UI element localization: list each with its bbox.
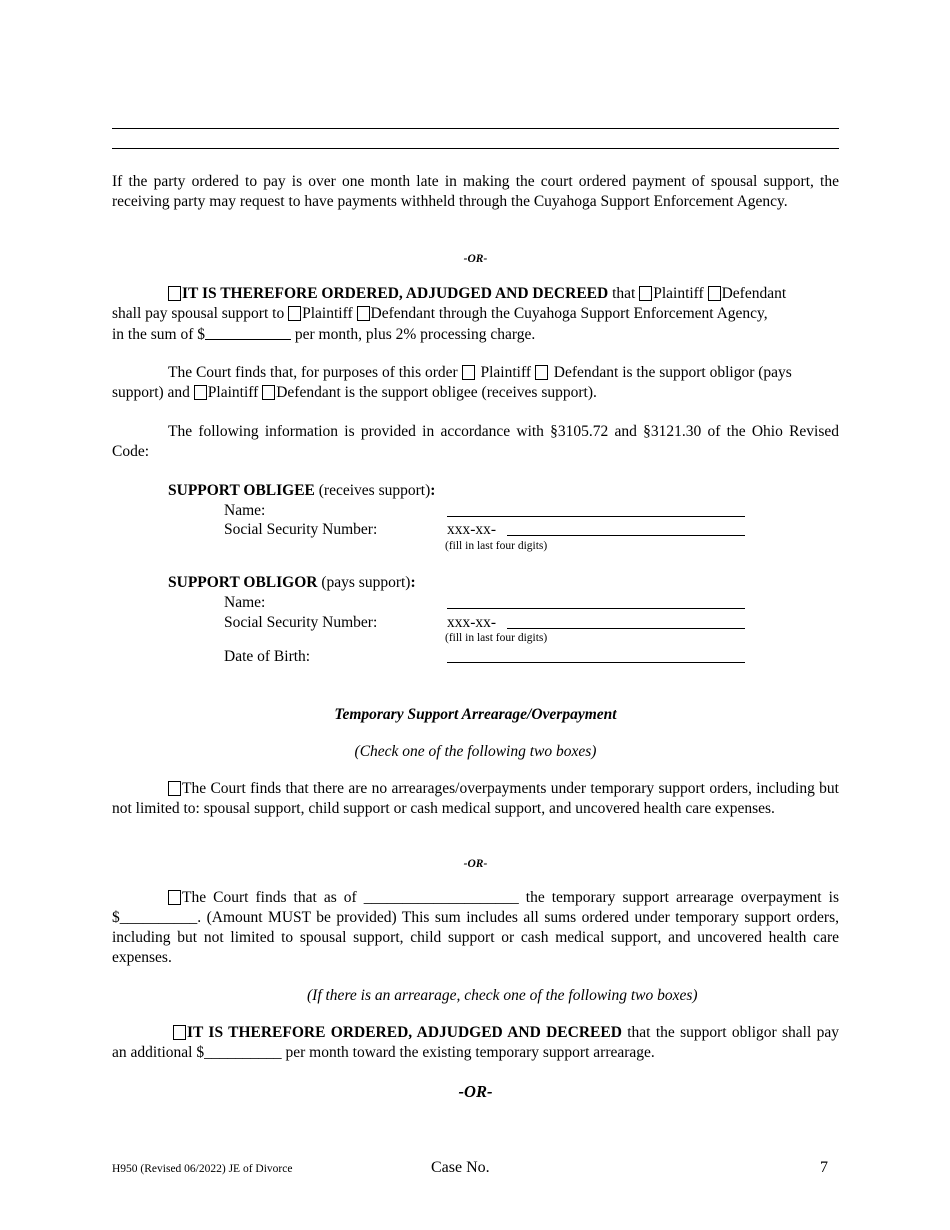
monthly-amount-field[interactable] xyxy=(205,324,291,340)
arrearage-amount-checkbox[interactable] xyxy=(168,890,181,905)
defendant-label: Defendant xyxy=(553,364,619,381)
obligee-ssn-field[interactable] xyxy=(507,519,745,536)
document-page xyxy=(112,0,839,1230)
obligor-obligee-findings xyxy=(112,363,839,403)
order-that: that xyxy=(608,285,640,302)
obligee-colon: : xyxy=(430,482,436,499)
page-number: 7 xyxy=(820,1159,828,1176)
or-separator-2: -OR- xyxy=(463,858,488,870)
obligor-dob-field[interactable] xyxy=(447,646,745,663)
arrearage-instruction-2: (If there is an arrearage, check one of the following two boxes) xyxy=(307,987,698,1004)
defendant-recipient-checkbox[interactable] xyxy=(357,306,370,321)
obligee-ssn-hint: (fill in last four digits) xyxy=(445,540,548,552)
plaintiff-label: Plaintiff xyxy=(480,364,531,381)
order-checkbox[interactable] xyxy=(168,286,181,301)
obligor-ssn-hint: (fill in last four digits) xyxy=(445,632,548,644)
obligor-heading xyxy=(168,573,416,593)
obligor-text: is the support obligor (pays xyxy=(618,364,792,381)
obligor-heading-bold: SUPPORT OBLIGOR xyxy=(168,574,318,591)
obligor-name-label: Name: xyxy=(224,594,266,611)
obligee-name-field[interactable] xyxy=(447,500,745,517)
arrearage-instruction: (Check one of the following two boxes) xyxy=(354,743,597,760)
plaintiff-payer-checkbox[interactable] xyxy=(639,286,652,301)
intro-paragraph: If the party ordered to pay is over one month late in making the court ordered payment of spousal support, the receiving party may request to have payments withheld through the Cuyahoga Support Enforcement Agency. xyxy=(112,173,839,210)
obligee-heading xyxy=(168,481,435,501)
obligee-ssn-label: Social Security Number: xyxy=(224,521,378,538)
form-id: H950 (Revised 06/2022) JE of Divorce xyxy=(112,1163,293,1175)
defendant-label: Defendant xyxy=(721,285,787,302)
findings-line2-prefix: support) and xyxy=(112,384,194,401)
obligee-ssn-prefix: xxx-xx- xyxy=(447,521,497,538)
obligee-plaintiff-checkbox[interactable] xyxy=(194,385,207,400)
obligor-name-field[interactable] xyxy=(447,592,745,609)
obligee-defendant-checkbox[interactable] xyxy=(262,385,275,400)
obligor-colon: : xyxy=(410,574,416,591)
obligor-ssn-prefix: xxx-xx- xyxy=(447,614,497,631)
arrearage-payment-order xyxy=(112,1023,839,1063)
blank-line-1[interactable] xyxy=(112,128,839,129)
blank-line-2[interactable] xyxy=(112,148,839,149)
obligee-heading-bold: SUPPORT OBLIGEE xyxy=(168,482,315,499)
obligee-text: is the support obligee (receives support). xyxy=(340,384,597,401)
obligee-name-label: Name: xyxy=(224,502,266,519)
obligor-defendant-checkbox[interactable] xyxy=(535,365,548,380)
arrearage-amount-text: The Court finds that as of ____________________ the temporary support arrearage overpayment is $__________. (Amount MUST be provided) This sum includes all sums ordered under temporary support orders, including but not limited to spousal support, child support or cash medical support, and uncovered health care expenses. xyxy=(112,889,839,966)
no-arrearage-option xyxy=(112,779,839,819)
or-separator-3: -OR- xyxy=(458,1082,493,1101)
obligor-dob-label: Date of Birth: xyxy=(224,648,311,665)
no-arrearage-checkbox[interactable] xyxy=(168,781,181,796)
arrearage-order-heading: IT IS THEREFORE ORDERED, ADJUDGED AND DECREED xyxy=(187,1024,622,1041)
findings-prefix: The Court finds that, for purposes of this order xyxy=(168,364,462,381)
agency-text: Defendant through the Cuyahoga Support Enforcement Agency, xyxy=(370,305,768,322)
or-separator-1: -OR- xyxy=(463,253,488,265)
obligor-ssn-field[interactable] xyxy=(507,612,745,629)
order-heading: IT IS THEREFORE ORDERED, ADJUDGED AND DECREED xyxy=(182,285,609,302)
plaintiff-label: Plaintiff xyxy=(653,285,704,302)
plaintiff-label: Plaintiff xyxy=(302,305,353,322)
defendant-payer-checkbox[interactable] xyxy=(708,286,721,301)
case-number-label: Case No. xyxy=(431,1159,490,1176)
obligor-plaintiff-checkbox[interactable] xyxy=(462,365,475,380)
defendant-label: Defendant xyxy=(276,384,341,401)
no-arrearage-text: The Court finds that there are no arrearages/overpayments under temporary support orders, including but not limited to: spousal support, child support or cash medical support, and uncovered health care expenses. xyxy=(112,780,839,817)
obligor-ssn-label: Social Security Number: xyxy=(224,614,378,631)
arrearage-title: Temporary Support Arrearage/Overpayment xyxy=(334,706,617,723)
shall-pay-text: shall pay spousal support to xyxy=(112,305,289,322)
obligor-heading-rest: (pays support) xyxy=(317,574,411,591)
sum-prefix: in the sum of $ xyxy=(112,326,205,343)
arrearage-amount-option xyxy=(112,888,839,968)
obligee-heading-rest: (receives support) xyxy=(314,482,431,499)
arrearage-order-text: that the support obligor shall pay an additional $__________ per month toward the existing temporary support arrearage. xyxy=(112,1024,839,1061)
spousal-support-order xyxy=(112,284,839,345)
plaintiff-label: Plaintiff xyxy=(207,384,259,401)
plaintiff-recipient-checkbox[interactable] xyxy=(288,306,301,321)
sum-suffix: per month, plus 2% processing charge. xyxy=(291,326,536,343)
revised-code-paragraph: The following information is provided in accordance with §3105.72 and §3121.30 of the Ohio Revised Code: xyxy=(112,423,839,460)
arrearage-order-checkbox[interactable] xyxy=(173,1025,186,1040)
